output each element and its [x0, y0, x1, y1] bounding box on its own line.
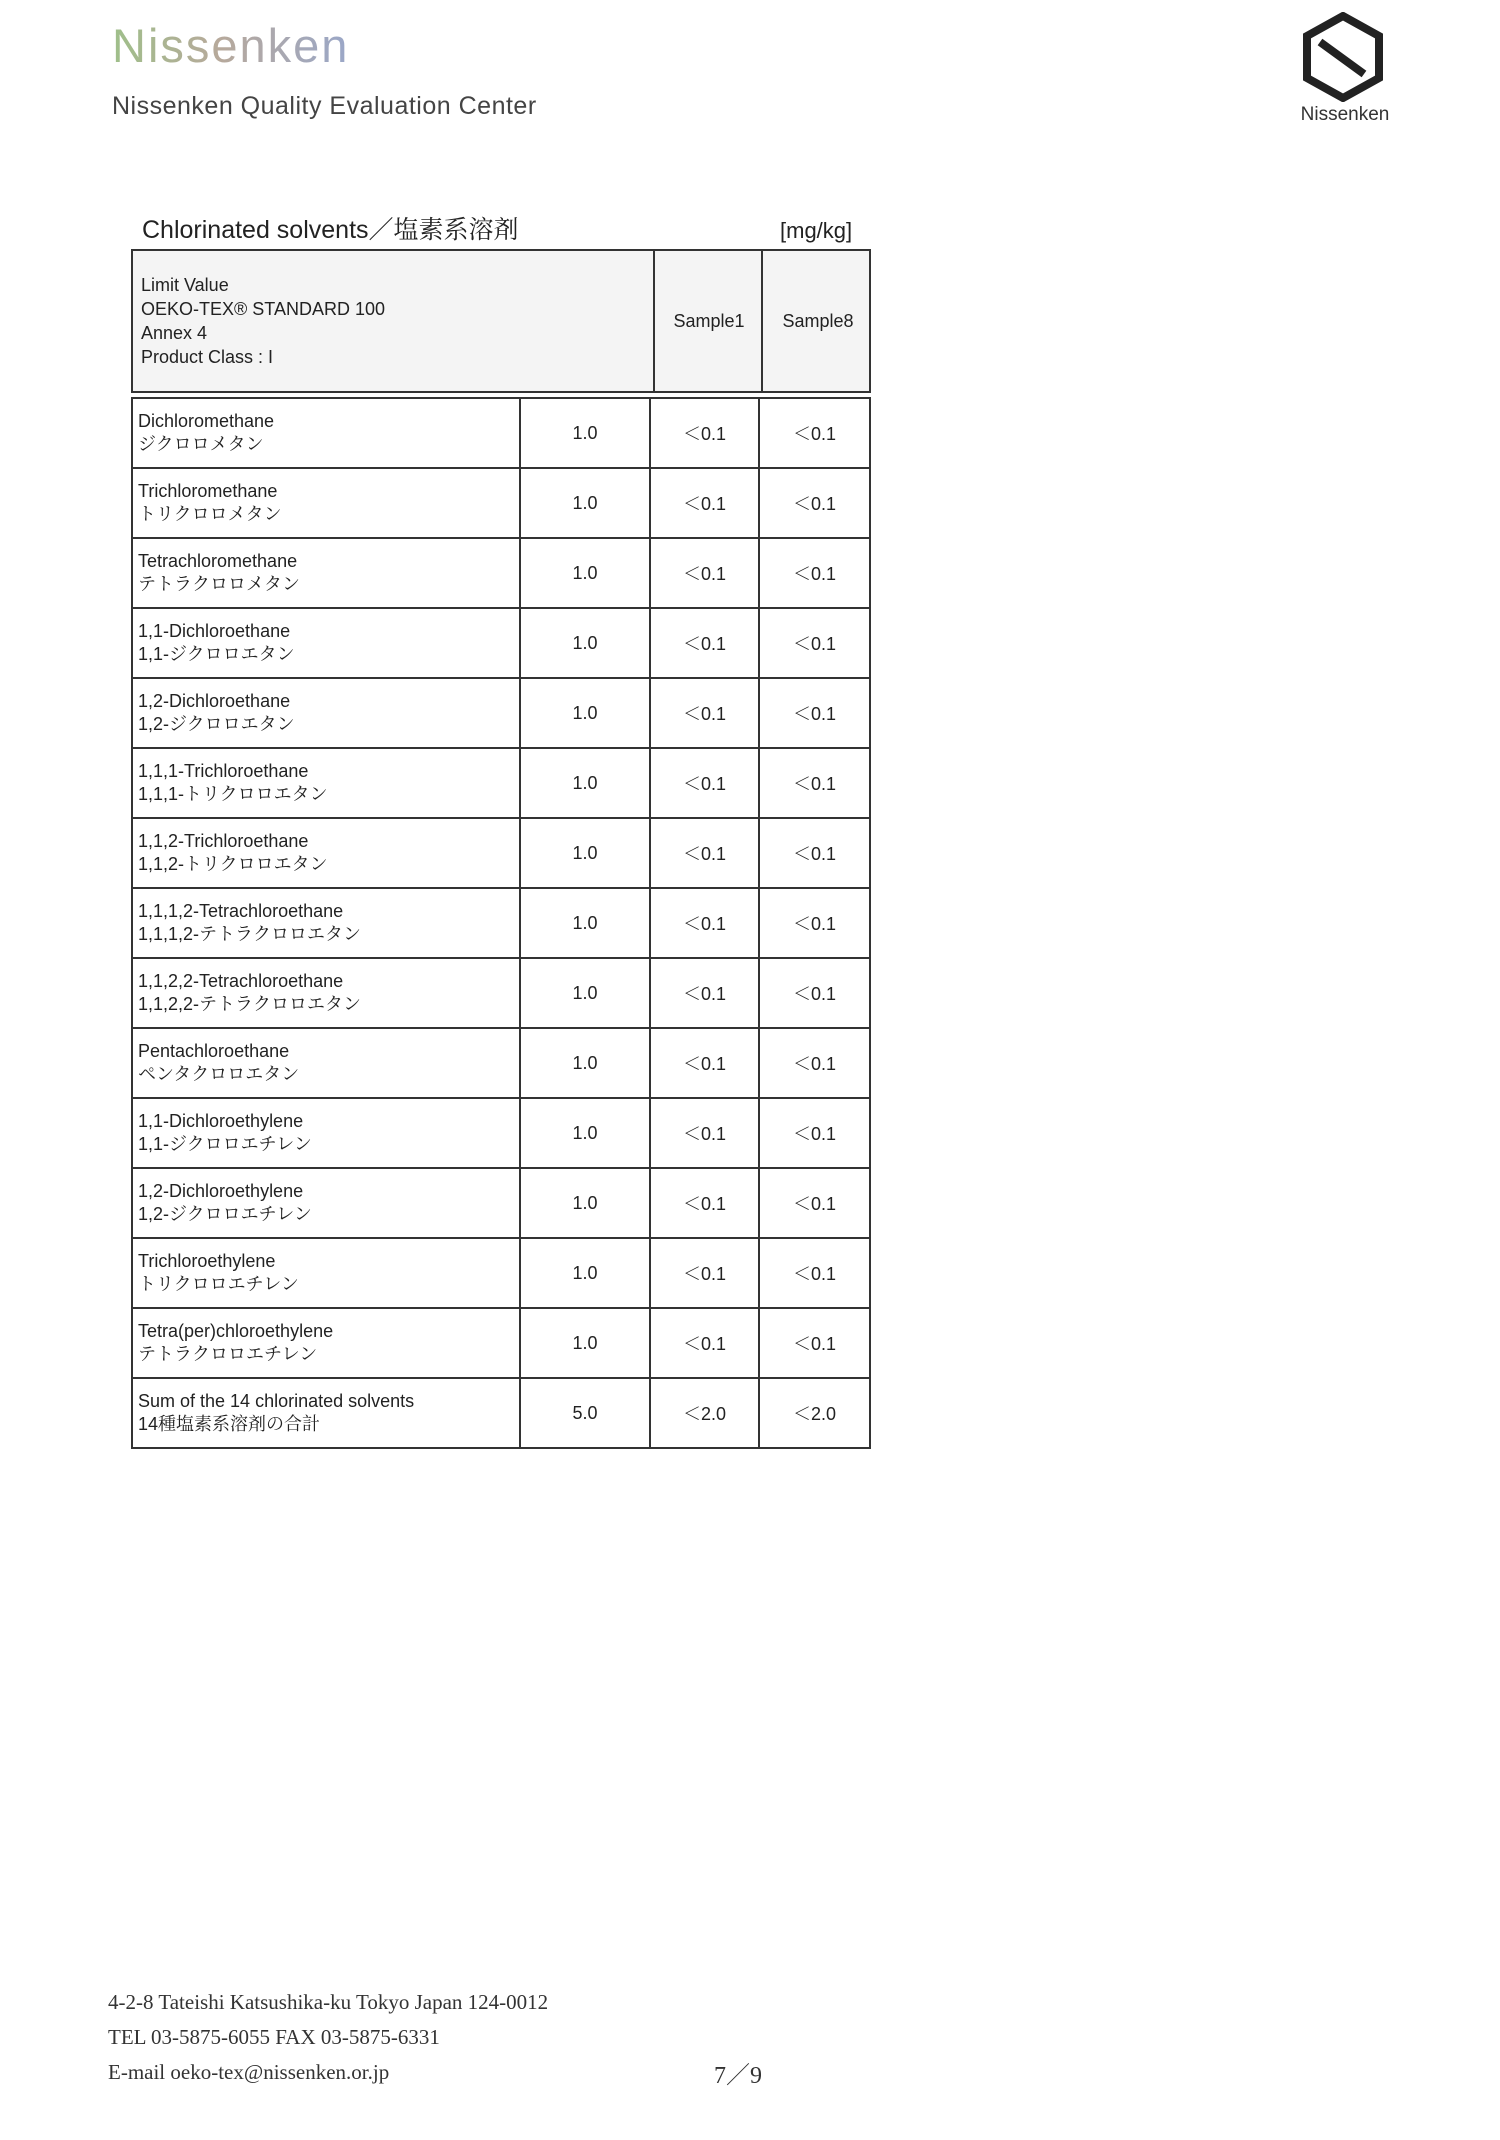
substance-name-cell	[132, 1168, 520, 1238]
table-row	[132, 1308, 870, 1378]
substance-name-cell	[132, 678, 520, 748]
limit-value-line: Limit Value	[141, 275, 229, 295]
sample1-result-cell: ＜0.1	[650, 818, 759, 888]
substance-name-jp: 1,2-ジクロロエチレン	[138, 1204, 312, 1224]
substance-name-cell	[132, 958, 520, 1028]
substance-name-en: Dichloromethane	[138, 411, 275, 431]
substance-name-jp: 1,1,2-トリクロロエタン	[138, 854, 328, 874]
substance-name-en: 1,1-Dichloroethane	[138, 621, 291, 641]
sample1-result-cell: ＜0.1	[650, 1098, 759, 1168]
annex-line: Annex 4	[141, 323, 208, 343]
table-row	[132, 748, 870, 818]
substance-name-en: 1,2-Dichloroethane	[138, 691, 291, 711]
limit-value-cell: 1.0	[520, 538, 650, 608]
limit-value-cell: 1.0	[520, 818, 650, 888]
sample8-result-cell: ＜0.1	[759, 538, 870, 608]
substance-name-cell	[132, 1028, 520, 1098]
limit-value-cell: 1.0	[520, 398, 650, 468]
limit-value-label	[141, 273, 385, 369]
substance-name-en: Sum of the 14 chlorinated solvents	[138, 1391, 415, 1411]
substance-name-jp: ジクロロメタン	[138, 434, 264, 454]
limit-value-cell: 1.0	[520, 1238, 650, 1308]
table-row	[132, 1098, 870, 1168]
substance-name-jp: 1,1,1-トリクロロエタン	[138, 784, 328, 804]
sample1-result-cell: ＜0.1	[650, 888, 759, 958]
sample8-result-cell: ＜0.1	[759, 748, 870, 818]
table-row	[132, 678, 870, 748]
limit-value-cell: 1.0	[520, 958, 650, 1028]
footer-address: 4-2-8 Tateishi Katsushika-ku Tokyo Japan 124-0012	[108, 1990, 549, 2014]
sample1-result-cell: ＜0.1	[650, 1238, 759, 1308]
table-row	[132, 1028, 870, 1098]
results-sheet	[131, 249, 871, 1449]
sample8-result-cell: ＜0.1	[759, 818, 870, 888]
substance-name-en: Pentachloroethane	[138, 1041, 290, 1061]
substance-name-cell	[132, 1098, 520, 1168]
limit-value-cell: 5.0	[520, 1378, 650, 1448]
sample8-result-cell: ＜0.1	[759, 608, 870, 678]
footer-phone-fax: TEL 03-5875-6055 FAX 03-5875-6331	[108, 2025, 440, 2049]
substance-name-jp: 1,1-ジクロロエチレン	[138, 1134, 312, 1154]
table-row	[132, 958, 870, 1028]
column-header-sample8: Sample8	[761, 251, 873, 391]
table-row	[132, 888, 870, 958]
substance-name-en: 1,1-Dichloroethylene	[138, 1111, 304, 1131]
sample1-result-cell: ＜0.1	[650, 608, 759, 678]
nissenken-logo-icon	[1298, 12, 1388, 102]
sample1-result-cell: ＜0.1	[650, 748, 759, 818]
standard-line: OEKO-TEX® STANDARD 100	[141, 299, 385, 319]
brand-wordmark: Nissenken	[112, 19, 350, 72]
results-table	[131, 397, 871, 1449]
sample8-result-cell: ＜0.1	[759, 958, 870, 1028]
sample1-result-cell: ＜0.1	[650, 1308, 759, 1378]
limit-value-cell: 1.0	[520, 1028, 650, 1098]
substance-name-en: 1,1,2,2-Tetrachloroethane	[138, 971, 344, 991]
table-title: Chlorinated solvents／塩素系溶剤	[142, 216, 519, 244]
substance-name-cell	[132, 1308, 520, 1378]
organization-subtitle: Nissenken Quality Evaluation Center	[112, 92, 537, 120]
sample8-result-cell: ＜0.1	[759, 1168, 870, 1238]
substance-name-cell	[132, 888, 520, 958]
table-row	[132, 818, 870, 888]
substance-name-en: Trichloroethylene	[138, 1251, 276, 1271]
substance-name-en: 1,2-Dichloroethylene	[138, 1181, 304, 1201]
table-row	[132, 1168, 870, 1238]
substance-name-en: 1,1,1-Trichloroethane	[138, 761, 309, 781]
substance-name-jp: 1,2-ジクロロエタン	[138, 714, 295, 734]
table-row	[132, 608, 870, 678]
unit-label: [mg/kg]	[780, 218, 853, 243]
limit-value-cell: 1.0	[520, 748, 650, 818]
substance-name-jp: トリクロロエチレン	[138, 1274, 299, 1294]
limit-value-cell: 1.0	[520, 1308, 650, 1378]
sample8-result-cell: ＜0.1	[759, 1238, 870, 1308]
sample1-result-cell: ＜2.0	[650, 1378, 759, 1448]
sample1-result-cell: ＜0.1	[650, 1028, 759, 1098]
substance-name-cell	[132, 748, 520, 818]
table-row	[132, 1378, 870, 1448]
substance-name-jp: トリクロロメタン	[138, 504, 282, 524]
limit-value-cell: 1.0	[520, 1168, 650, 1238]
substance-name-jp: ペンタクロロエタン	[138, 1064, 300, 1084]
table-row	[132, 1238, 870, 1308]
sample8-result-cell: ＜2.0	[759, 1378, 870, 1448]
footer-address-block	[108, 1985, 548, 2090]
substance-name-cell	[132, 468, 520, 538]
limit-value-cell: 1.0	[520, 608, 650, 678]
limit-value-cell: 1.0	[520, 888, 650, 958]
substance-name-jp: 1,1-ジクロロエタン	[138, 644, 295, 664]
table-row	[132, 538, 870, 608]
sample1-result-cell: ＜0.1	[650, 398, 759, 468]
column-header-sample1: Sample1	[653, 251, 763, 391]
logo-caption: Nissenken	[1300, 104, 1390, 125]
sample1-result-cell: ＜0.1	[650, 678, 759, 748]
sample1-result-cell: ＜0.1	[650, 1168, 759, 1238]
substance-name-cell	[132, 1238, 520, 1308]
sample8-result-cell: ＜0.1	[759, 398, 870, 468]
substance-name-en: Tetrachloromethane	[138, 551, 298, 571]
substance-name-jp: テトラクロロエチレン	[138, 1344, 318, 1364]
table-row	[132, 398, 870, 468]
substance-name-en: 1,1,2-Trichloroethane	[138, 831, 309, 851]
substance-name-cell	[132, 1378, 520, 1448]
footer-email: E-mail oeko-tex@nissenken.or.jp	[108, 2060, 390, 2084]
substance-name-cell	[132, 608, 520, 678]
limit-value-cell: 1.0	[520, 468, 650, 538]
substance-name-jp: テトラクロロメタン	[138, 574, 300, 594]
sample1-result-cell: ＜0.1	[650, 538, 759, 608]
sample8-result-cell: ＜0.1	[759, 1028, 870, 1098]
substance-name-jp: 1,1,1,2-テトラクロロエタン	[138, 924, 362, 944]
substance-name-jp: 14種塩素系溶剤の合計	[138, 1414, 321, 1434]
substance-name-cell	[132, 818, 520, 888]
sample8-result-cell: ＜0.1	[759, 1308, 870, 1378]
substance-name-en: Trichloromethane	[138, 481, 278, 501]
table-row	[132, 468, 870, 538]
sample8-result-cell: ＜0.1	[759, 678, 870, 748]
table-header	[131, 249, 871, 393]
substance-name-cell	[132, 538, 520, 608]
sample8-result-cell: ＜0.1	[759, 468, 870, 538]
substance-name-cell	[132, 398, 520, 468]
product-class-line: Product Class : I	[141, 347, 274, 367]
sample8-result-cell: ＜0.1	[759, 888, 870, 958]
substance-name-en: Tetra(per)chloroethylene	[138, 1321, 334, 1341]
page-number: 7／9	[714, 2063, 762, 2089]
limit-value-cell: 1.0	[520, 1098, 650, 1168]
sample1-result-cell: ＜0.1	[650, 958, 759, 1028]
sample8-result-cell: ＜0.1	[759, 1098, 870, 1168]
sample1-result-cell: ＜0.1	[650, 468, 759, 538]
substance-name-jp: 1,1,2,2-テトラクロロエタン	[138, 994, 362, 1014]
limit-value-cell: 1.0	[520, 678, 650, 748]
substance-name-en: 1,1,1,2-Tetrachloroethane	[138, 901, 344, 921]
